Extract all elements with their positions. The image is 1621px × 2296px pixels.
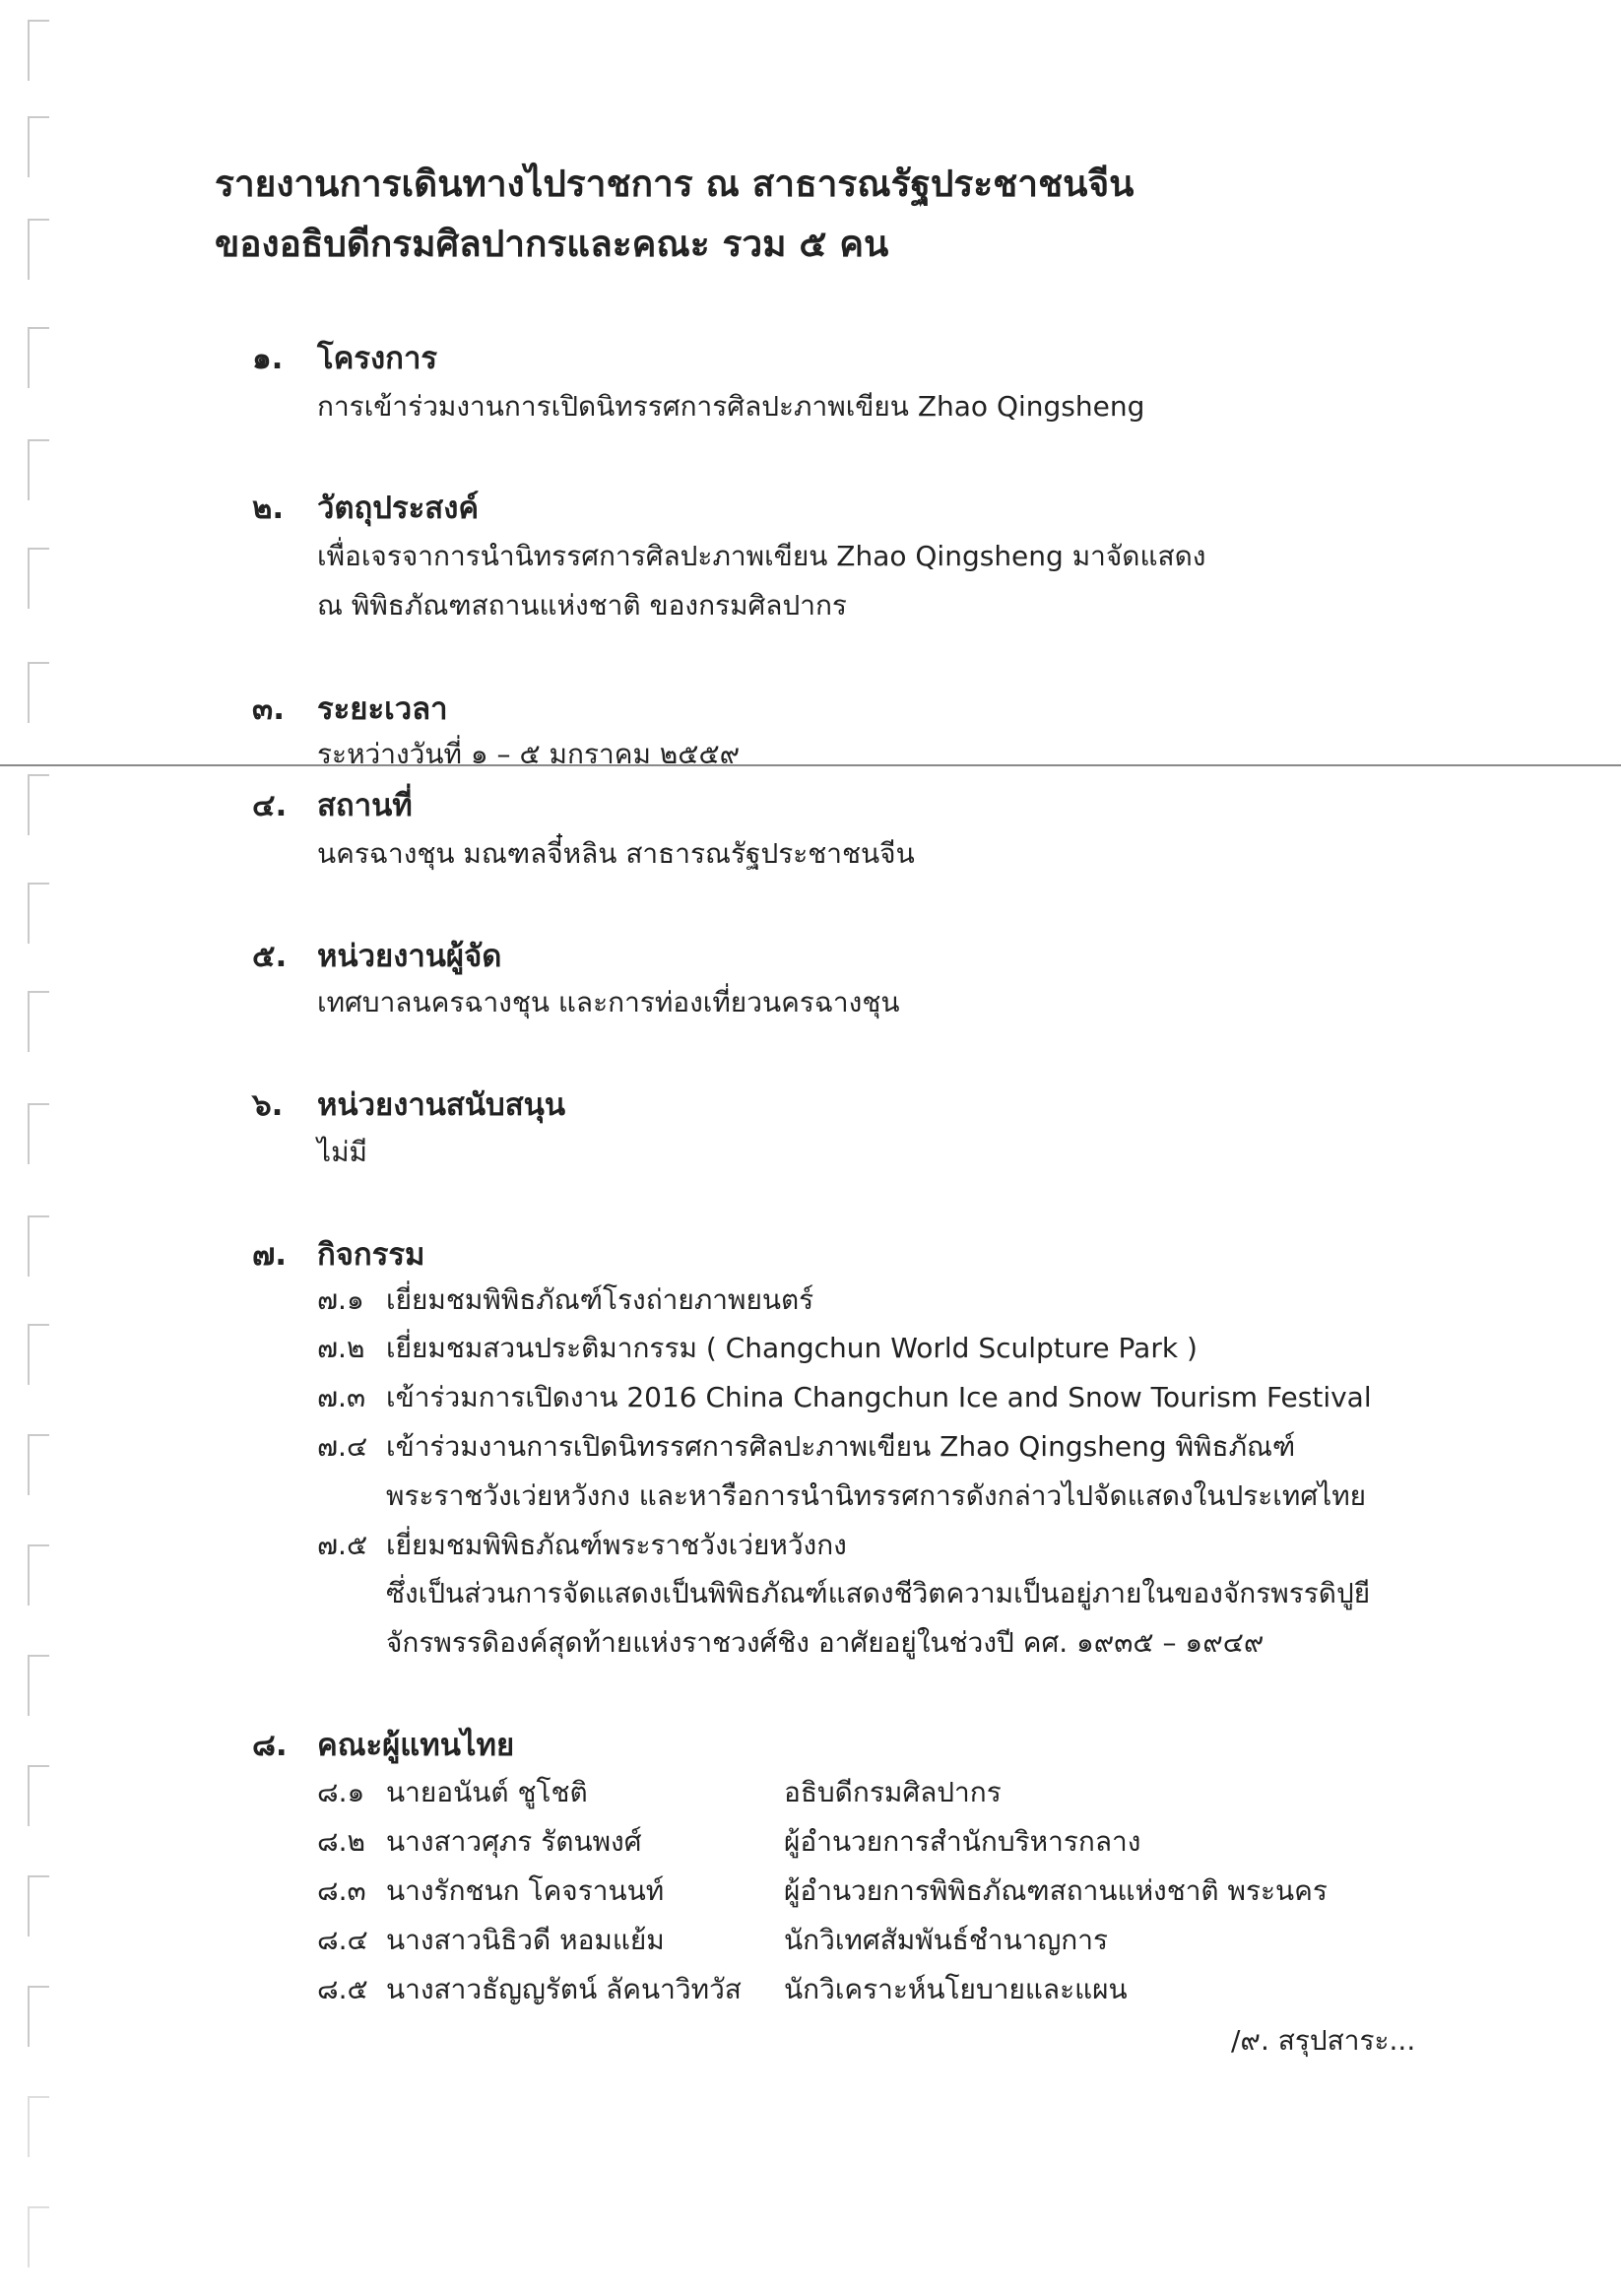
member-position: นักวิเทศสัมพันธ์ชำนาญการ <box>784 1924 1109 1956</box>
section-number: ๓. <box>252 691 285 727</box>
member-name: นายอนันต์ ชูโชติ <box>386 1776 588 1808</box>
document-title-line2: ของอธิบดีกรมศิลปากรและคณะ รวม ๕ คน <box>215 223 889 265</box>
binding-mark <box>28 774 49 835</box>
member-name: นางสาวศุภร รัตนพงศ์ <box>386 1825 642 1858</box>
section-number: ๒. <box>252 491 285 526</box>
section-number: ๕. <box>252 939 288 974</box>
binding-mark <box>28 20 49 81</box>
activity-text: เยี่ยมชมพิพิธภัณฑ์พระราชวังเว่ยหวังกง <box>386 1529 847 1561</box>
section-body: ณ พิพิธภัณฑสถานแห่งชาติ ของกรมศิลปากร <box>317 589 847 622</box>
binding-mark <box>28 439 49 500</box>
member-name: นางสาวธัญญรัตน์ ลัคนาวิทวัส <box>386 1973 742 2005</box>
member-position: ผู้อำนวยการสำนักบริหารกลาง <box>784 1825 1141 1858</box>
section-title-organizer: หน่วยงานผู้จัด <box>317 939 502 974</box>
binding-mark <box>28 116 49 177</box>
binding-mark <box>28 1434 49 1495</box>
member-number: ๘.๓ <box>317 1874 366 1907</box>
member-number: ๘.๔ <box>317 1924 368 1956</box>
section-body: การเข้าร่วมงานการเปิดนิทรรศการศิลปะภาพเขียน Zhao Qingsheng <box>317 390 1145 423</box>
binding-mark <box>28 548 49 609</box>
member-position: ผู้อำนวยการพิพิธภัณฑสถานแห่งชาติ พระนคร <box>784 1874 1328 1907</box>
binding-mark <box>28 219 49 280</box>
section-title-objective: วัตถุประสงค์ <box>317 491 480 526</box>
section-title-supporter: หน่วยงานสนับสนุน <box>317 1087 566 1123</box>
binding-mark <box>28 883 49 944</box>
activity-text: เข้าร่วมการเปิดงาน 2016 China Changchun Ice and Snow Tourism Festival <box>386 1381 1372 1413</box>
member-position: อธิบดีกรมศิลปากร <box>784 1776 1002 1808</box>
binding-mark <box>28 2096 49 2157</box>
activity-text: เข้าร่วมงานการเปิดนิทรรศการศิลปะภาพเขียน Zhao Qingsheng พิพิธภัณฑ์ <box>386 1430 1296 1463</box>
member-number: ๘.๑ <box>317 1776 365 1808</box>
section-body: ระหว่างวันที่ ๑ – ๕ มกราคม ๒๕๕๙ <box>317 738 741 770</box>
binding-mark <box>28 1544 49 1606</box>
binding-mark <box>28 1215 49 1277</box>
scan-line-artifact <box>0 764 1621 766</box>
section-number: ๖. <box>252 1087 284 1123</box>
section-title-activities: กิจกรรม <box>317 1237 425 1273</box>
section-title-delegation: คณะผู้แทนไทย <box>317 1728 515 1763</box>
activity-text: ซึ่งเป็นส่วนการจัดแสดงเป็นพิพิธภัณฑ์แสดงชีวิตความเป็นอยู่ภายในของจักรพรรดิปูยี <box>386 1577 1371 1609</box>
member-name: นางสาวนิธิวดี หอมแย้ม <box>386 1924 665 1956</box>
continuation-note: /๙. สรุปสาระ... <box>1231 2024 1416 2057</box>
binding-mark <box>28 1765 49 1826</box>
binding-mark <box>28 1655 49 1716</box>
binding-mark <box>28 1875 49 1936</box>
member-name: นางรักชนก โคจรานนท์ <box>386 1874 665 1907</box>
binding-mark <box>28 1986 49 2047</box>
section-number: ๘. <box>252 1728 288 1763</box>
section-title-venue: สถานที่ <box>317 788 413 823</box>
section-number: ๑. <box>252 341 284 376</box>
section-body: เพื่อเจรจาการนำนิทรรศการศิลปะภาพเขียน Zhao Qingsheng มาจัดแสดง <box>317 540 1206 572</box>
activity-text: พระราชวังเว่ยหวังกง และหารือการนำนิทรรศการดังกล่าวไปจัดแสดงในประเทศไทย <box>386 1479 1367 1512</box>
member-number: ๘.๕ <box>317 1973 368 2005</box>
activity-number: ๗.๔ <box>317 1430 368 1463</box>
activity-number: ๗.๓ <box>317 1381 366 1413</box>
binding-mark <box>28 991 49 1052</box>
activity-text: เยี่ยมชมสวนประติมากรรม ( Changchun World Sculpture Park ) <box>386 1332 1198 1364</box>
section-number: ๔. <box>252 788 288 823</box>
section-title-project: โครงการ <box>317 341 438 376</box>
section-body: เทศบาลนครฉางชุน และการท่องเที่ยวนครฉางชุน <box>317 986 900 1018</box>
binding-mark <box>28 2206 49 2267</box>
binding-mark <box>28 327 49 388</box>
activity-number: ๗.๒ <box>317 1332 365 1364</box>
section-number: ๗. <box>252 1237 288 1273</box>
activity-text: จักรพรรดิองค์สุดท้ายแห่งราชวงศ์ชิง อาศัยอยู่ในช่วงปี คศ. ๑๙๓๕ – ๑๙๔๙ <box>386 1626 1264 1659</box>
binding-mark <box>28 662 49 723</box>
document-title-line1: รายงานการเดินทางไปราชการ ณ สาธารณรัฐประชาชนจีน <box>215 163 1135 205</box>
activity-number: ๗.๕ <box>317 1529 368 1561</box>
section-body: ไม่มี <box>317 1136 367 1168</box>
member-number: ๘.๒ <box>317 1825 365 1858</box>
activity-number: ๗.๑ <box>317 1283 364 1316</box>
binding-mark <box>28 1324 49 1385</box>
section-body: นครฉางชุน มณฑลจี๋หลิน สาธารณรัฐประชาชนจีน <box>317 837 915 870</box>
activity-text: เยี่ยมชมพิพิธภัณฑ์โรงถ่ายภาพยนตร์ <box>386 1283 814 1316</box>
section-title-duration: ระยะเวลา <box>317 691 448 727</box>
member-position: นักวิเคราะห์นโยบายและแผน <box>784 1973 1128 2005</box>
binding-mark <box>28 1103 49 1164</box>
